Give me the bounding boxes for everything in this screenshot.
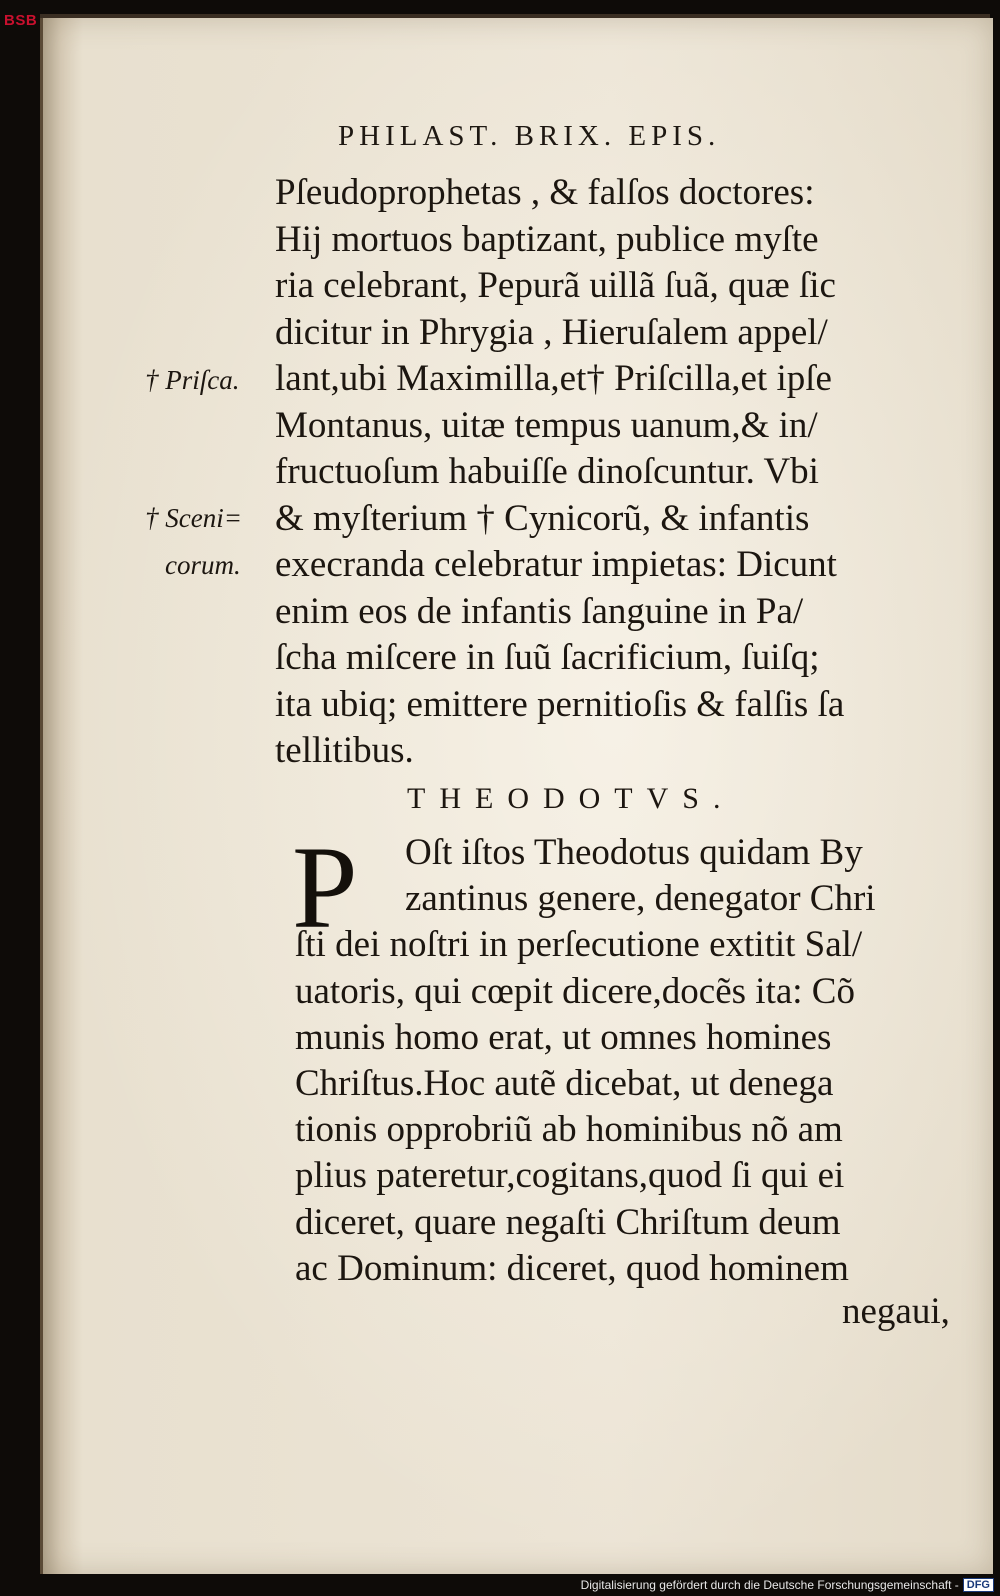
text-line: ita ubiq; emittere pernitioſis & falſis ſa (275, 683, 845, 725)
section-text-block (295, 830, 945, 1292)
text-line: Montanus, uitæ tempus uanum,& in/ (275, 404, 818, 446)
text-line: diceret, quare negaſti Chriſtum deum (295, 1201, 841, 1243)
text-line: Chriſtus.Hoc autẽ dicebat, ut denega (295, 1062, 834, 1104)
text-line: Oſt iſtos Theodotus quidam By (405, 832, 863, 873)
text-line: ſcha miſcere in ſuũ ſacrificium, ſuiſq; (275, 637, 820, 678)
marginal-note-sceni: † Sceni= (145, 503, 242, 533)
text-line: fructuoſum habuiſſe dinoſcuntur. Vbi (275, 451, 819, 492)
digitization-footer (581, 1578, 994, 1592)
text-line: & myſterium † Cynicorũ, & infantis (275, 497, 810, 539)
text-line: enim eos de infantis ſanguine in Pa/ (275, 590, 804, 632)
text-line: munis homo erat, ut omnes homines (295, 1016, 832, 1058)
text-line: Hij mortuos baptizant, publice myſte (275, 218, 819, 260)
main-text-block (275, 170, 945, 775)
marginal-note-corum: corum. (165, 550, 241, 580)
text-line: dicitur in Phrygia , Hieruſalem appel/ (275, 311, 828, 353)
text-line: ria celebrant, Pepurã uillã ſuã, quæ ſic (275, 265, 836, 306)
library-tag: BSB (4, 12, 38, 29)
text-line: zantinus genere, denegator Chri (405, 878, 876, 920)
text-line: lant,ubi Maximilla,et† Priſcilla,et ipſe (275, 358, 832, 399)
running-head: PHILAST. BRIX. EPIS. (338, 120, 721, 152)
drop-capital: P (292, 822, 358, 953)
catchword: negaui, (842, 1291, 950, 1332)
text-line: ac Dominum: diceret, quod hominem (295, 1247, 849, 1289)
marginal-note-prisca: † Priſca. (145, 365, 240, 395)
footer-text: Digitalisierung gefördert durch die Deutsche Forschungsgemeinschaft - (580, 1578, 959, 1592)
text-line: tionis opprobriũ ab hominibus nõ am (295, 1109, 843, 1151)
text-line: uatoris, qui cœpit dicere,docẽs ita: Cõ (295, 970, 855, 1012)
text-line: execranda celebratur impietas: Dicunt (275, 544, 837, 585)
dfg-logo: DFG (963, 1578, 994, 1592)
text-line: plius pateretur,cogitans,quod ſi qui ei (295, 1155, 845, 1197)
text-line: tellitibus. (275, 730, 414, 771)
section-heading: THEODOTVS. (407, 782, 735, 815)
text-line: Pſeudoprophetas , & falſos doctores: (275, 172, 815, 213)
text-line: ſti dei noſtri in perſecutione extitit Sal/ (295, 924, 863, 966)
